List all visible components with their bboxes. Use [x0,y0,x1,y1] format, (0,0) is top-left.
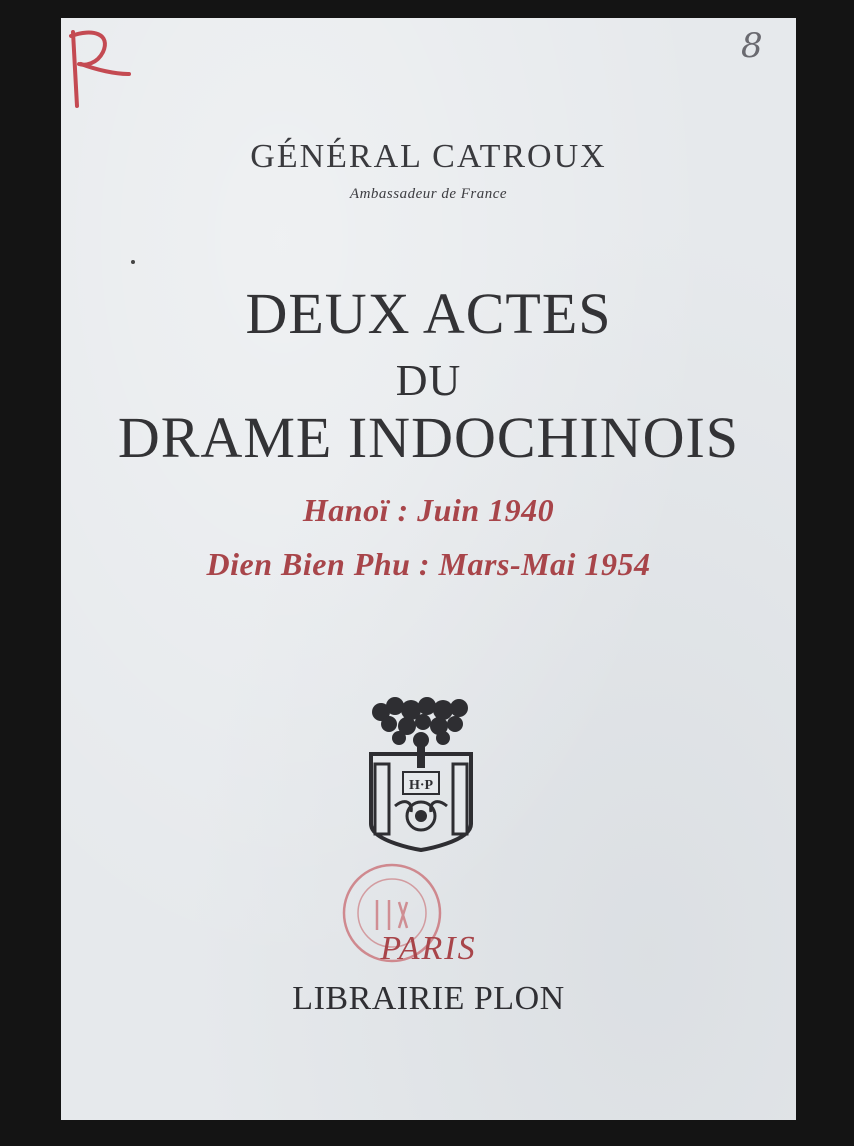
subtitle-line-1: Hanoï : Juin 1940 [302,492,555,528]
paper-speck [131,260,135,264]
publisher-emblem-icon [361,694,481,859]
title-line-3: DRAME INDOCHINOIS [117,405,740,470]
handwritten-number: 8 [741,26,763,66]
book-cover-page [61,18,796,1120]
author-name: GÉNÉRAL CATROUX [250,138,607,175]
author-title: Ambassadeur de France [349,186,508,202]
publication-place: PARIS [380,930,477,967]
title-line-2: DU [395,356,462,405]
subtitle-line-2: Dien Bien Phu : Mars-Mai 1954 [206,546,651,582]
handwritten-r-icon [63,22,143,117]
publisher-name: LIBRAIRIE PLON [292,980,565,1017]
title-line-1: DEUX ACTES [245,281,612,346]
svg-text:H·P: H·P [408,778,434,793]
